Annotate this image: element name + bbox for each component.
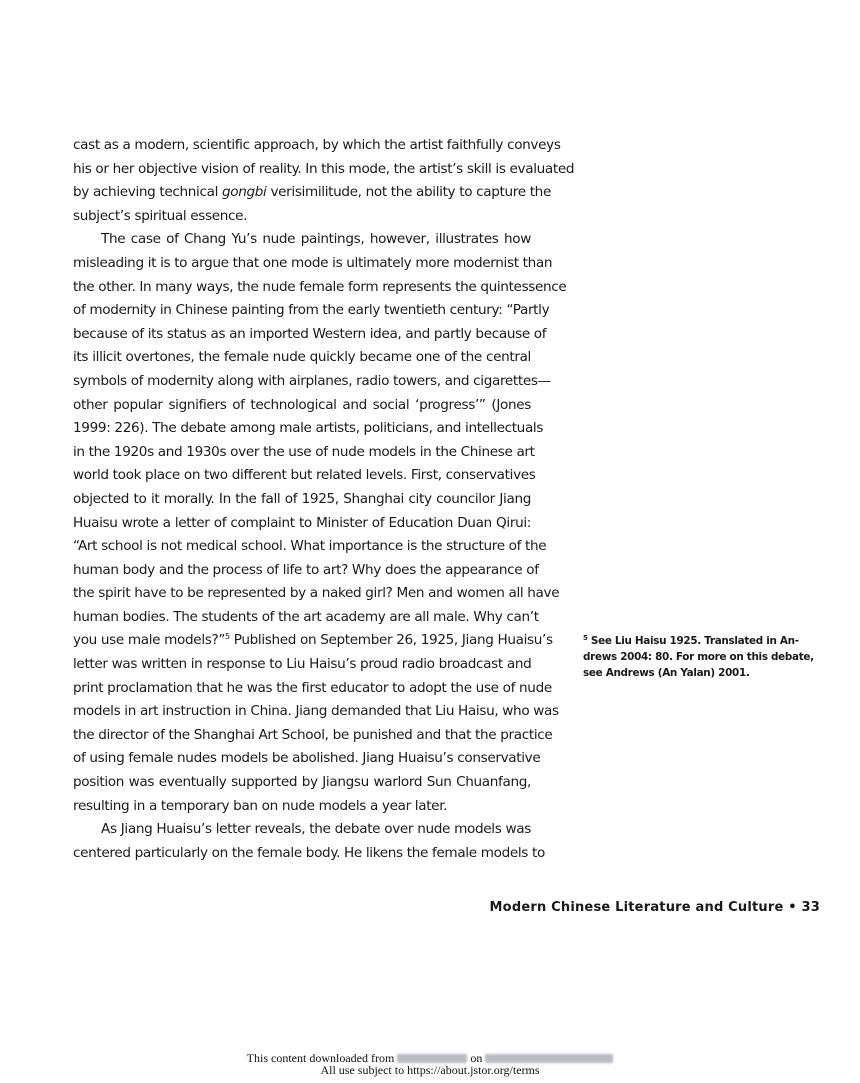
- text-span: by achieving technical: [73, 184, 222, 201]
- footnote-number: 5: [583, 634, 588, 642]
- text-line: centered particularly on the female body. He likens the female models to: [73, 844, 545, 861]
- journal-title: Modern Chinese Literature and Culture: [489, 900, 784, 915]
- text-line: other popular signifiers of technological and social ‘progress’” (Jones: [73, 396, 531, 413]
- footnote: [583, 633, 823, 681]
- redacted-date: [485, 1054, 613, 1063]
- text-line: “Art school is not medical school. What importance is the structure of the: [73, 538, 547, 555]
- text-span: you use male models?”: [73, 632, 226, 649]
- text-line: Huaisu wrote a letter of complaint to Minister of Education Duan Qirui:: [73, 514, 531, 531]
- text-line: cast as a modern, scientific approach, by which the artist faithfully conveys: [73, 137, 561, 153]
- text-line: [73, 629, 553, 653]
- separator: •: [783, 900, 802, 915]
- text-line: objected to it morally. In the fall of 1925, Shanghai city councilor Jiang: [73, 490, 531, 507]
- footnote-text: See Liu Haisu 1925. Translated in An-: [590, 635, 799, 647]
- text-line: world took place on two different but related levels. First, conservatives: [73, 467, 536, 484]
- running-footer: [490, 900, 820, 915]
- text-line: human bodies. The students of the art academy are all male. Why can’t: [73, 608, 539, 625]
- text-span: Published on September 26, 1925, Jiang Huaisu’s: [229, 632, 553, 649]
- text-line: models in art instruction in China. Jiang demanded that Liu Haisu, who was: [73, 703, 559, 720]
- text-line: resulting in a temporary ban on nude models a year later.: [73, 797, 448, 814]
- text-line: the spirit have to be represented by a naked girl? Men and women all have: [73, 585, 560, 602]
- terms-line[interactable]: All use subject to https://about.jstor.org/terms: [320, 1063, 540, 1077]
- italic-term: gongbi: [221, 184, 267, 201]
- text-line: the director of the Shanghai Art School, be punished and that the practice: [73, 726, 553, 743]
- footnote-line: [583, 633, 823, 649]
- text-line: in the 1920s and 1930s over the use of nude models in the Chinese art: [73, 443, 535, 460]
- text-line: human body and the process of life to art? Why does the appearance of: [73, 561, 539, 578]
- text-line: [73, 181, 551, 205]
- text-line: As Jiang Huaisu’s letter reveals, the debate over nude models was: [101, 821, 531, 838]
- notice-text: on: [467, 1051, 486, 1065]
- download-notice: [0, 1052, 860, 1076]
- body-text: [73, 134, 575, 865]
- text-line: 1999: 226). The debate among male artists, politicians, and intellectuals: [73, 420, 544, 437]
- download-line: [0, 1052, 860, 1064]
- text-line: position was eventually supported by Jiangsu warlord Sun Chuanfang,: [73, 774, 531, 791]
- footnote-line: drews 2004: 80. For more on this debate,: [583, 651, 814, 663]
- text-line: of using female nudes models be abolished. Jiang Huaisu’s conservative: [73, 750, 541, 767]
- text-line: letter was written in response to Liu Haisu’s proud radio broadcast and: [73, 656, 532, 673]
- text-line: the other. In many ways, the nude female form represents the quintessence: [73, 278, 567, 295]
- text-line: The case of Chang Yu’s nude paintings, however, illustrates how: [101, 231, 531, 248]
- text-line: subject’s spiritual essence.: [73, 207, 248, 224]
- text-line: his or her objective vision of reality. In this mode, the artist’s skill is evaluated: [73, 160, 575, 177]
- text-line: misleading it is to argue that one mode is ultimately more modernist than: [73, 254, 553, 271]
- text-line: its illicit overtones, the female nude quickly became one of the central: [73, 349, 531, 366]
- text-line: print proclamation that he was the first educator to adopt the use of nude: [73, 679, 552, 696]
- notice-text: This content downloaded from: [246, 1051, 398, 1065]
- page-number: 33: [801, 900, 820, 915]
- redacted-ip: [397, 1054, 467, 1063]
- text-span: verisimilitude, not the ability to capture the: [266, 184, 551, 201]
- text-line: symbols of modernity along with airplanes, radio towers, and cigarettes—: [73, 372, 551, 389]
- text-line: because of its status as an imported Western idea, and partly because of: [73, 325, 547, 342]
- text-line: of modernity in Chinese painting from the early twentieth century: “Partly: [73, 302, 550, 319]
- footnote-line: see Andrews (An Yalan) 2001.: [583, 667, 750, 679]
- footnote-reference[interactable]: 5: [225, 632, 230, 642]
